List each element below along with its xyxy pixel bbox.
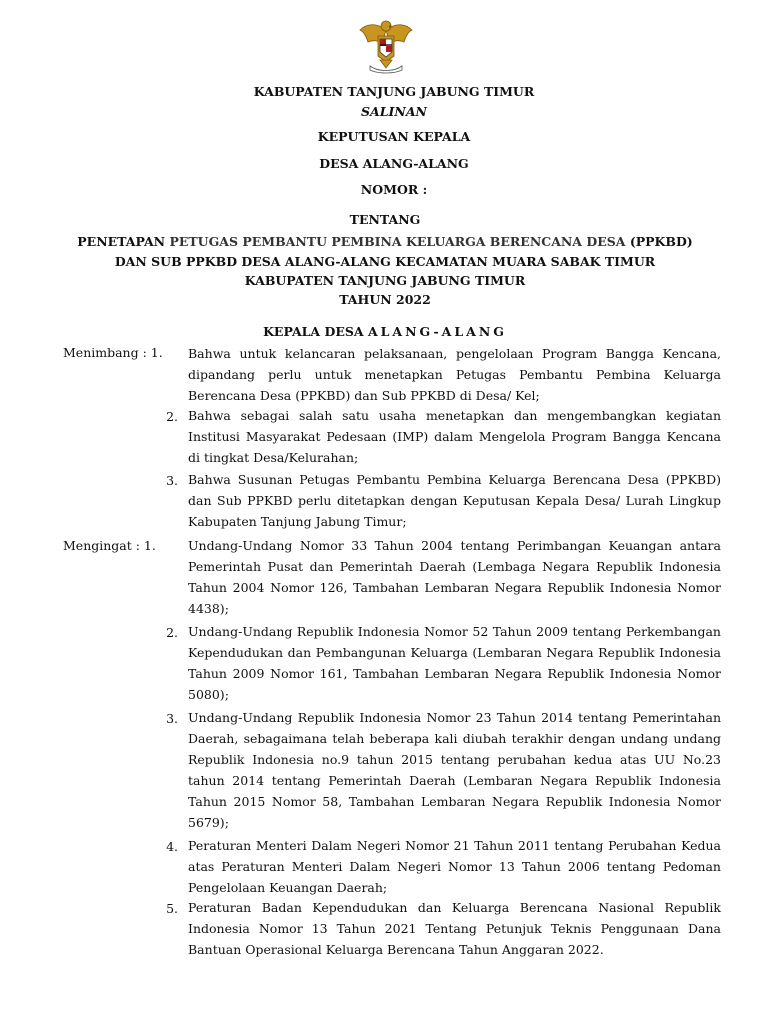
menimbang-num-2: 2. (166, 409, 178, 424)
menimbang-item-1: Bahwa untuk kelancaran pelaksanaan, pengelolaan Program Bangga Kencana, dipandang perlu untuk menetapkan Petugas Pembantu Pembina Keluarga Berencana Desa (PPKBD) dan Sub PPKBD di Desa/ Kel; (188, 346, 721, 403)
mengingat-num-4: 4. (166, 839, 178, 854)
menimbang-label: Menimbang : 1. (63, 345, 163, 360)
menimbang-num-3: 3. (166, 473, 178, 488)
mengingat-label: Mengingat : 1. (63, 538, 156, 553)
title-line-2: DAN SUB PPKBD DESA ALANG-ALANG KECAMATAN MUARA SABAK TIMUR (114, 254, 656, 269)
mengingat-num-3: 3. (166, 711, 178, 726)
tentang-label: TENTANG (349, 212, 421, 227)
kepala-prefix: KEPALA DESA (263, 324, 368, 339)
kepala-village: ALANG-ALANG (367, 324, 507, 339)
mengingat-item-5: Peraturan Badan Kependudukan dan Keluarga Berencana Nasional Republik Indonesia Nomor 13 Tahun 2021 Tentang Petunjuk Teknis Penggunaan Dana Bantuan Operasional Keluarga Berencana Tahun Anggaran 2022. (188, 900, 721, 957)
title-line-3: KABUPATEN TANJUNG JABUNG TIMUR (244, 273, 526, 288)
mengingat-num-2: 2. (166, 625, 178, 640)
menimbang-item-2: Bahwa sebagai salah satu usaha menetapkan dan mengembangkan kegiatan Institusi Masyarakat Pedesaan (IMP) dalam Mengelola Program Bangga Kencana di tingkat Desa/Kelurahan; (188, 408, 721, 465)
title-line-1-a: PENETAPAN (77, 234, 170, 249)
decree-heading: KEPUTUSAN KEPALA (317, 129, 471, 144)
title-line-1 (0, 234, 768, 249)
title-line-4: TAHUN 2022 (339, 292, 431, 307)
mengingat-num-5: 5. (166, 901, 178, 916)
salinan-label: SALINAN (361, 104, 427, 119)
garuda-emblem-icon (358, 16, 414, 74)
title-line-1-b: PETUGAS PEMBANTU PEMBINA KELUARGA BERENCANA DESA (169, 234, 626, 249)
decree-number: NOMOR : (360, 182, 428, 197)
mengingat-item-4: Peraturan Menteri Dalam Negeri Nomor 21 Tahun 2011 tentang Perubahan Kedua atas Peraturan Menteri Dalam Negeri Nomor 13 Tahun 2006 tentang Pedoman Pengelolaan Keuangan Daerah; (188, 838, 721, 895)
mengingat-item-3: Undang-Undang Republik Indonesia Nomor 23 Tahun 2014 tentang Pemerintahan Daerah, sebagaimana telah beberapa kali diubah terakhir dengan undang undang Republik Indonesia no.9 tahun 2015 tentang perubahan kedua atas UU No.23 tahun 2014 tentang Pemerintah Daerah (Lembaran Negara Republik Indonesia Tahun 2015 Nomor 58, Tambahan Lembaran Negara Republik Indonesia Nomor 5679); (188, 710, 721, 830)
mengingat-item-1: Undang-Undang Nomor 33 Tahun 2004 tentang Perimbangan Keuangan antara Pemerintah Pusat dan Pemerintah Daerah (Lembaga Negara Republik Indonesia Tahun 2004 Nomor 126, Tambahan Lembaran Negara Republik Indonesia Nomor 4438); (188, 538, 721, 616)
regency-name: KABUPATEN TANJUNG JABUNG TIMUR (253, 84, 535, 99)
title-line-1-c: (PPKBD) (625, 234, 693, 249)
kepala-desa-heading (0, 324, 768, 339)
menimbang-item-3: Bahwa Susunan Petugas Pembantu Pembina Keluarga Berencana Desa (PPKBD) dan Sub PPKBD perlu ditetapkan dengan Keputusan Kepala Desa/ Lurah Lingkup Kabupaten Tanjung Jabung Timur; (188, 472, 721, 529)
village-name: DESA ALANG-ALANG (319, 156, 469, 171)
mengingat-item-2: Undang-Undang Republik Indonesia Nomor 52 Tahun 2009 tentang Perkembangan Kependudukan dan Pembangunan Keluarga (Lembaran Negara Republik Indonesia Tahun 2009 Nomor 161, Tambahan Lembaran Negara Republik Indonesia Nomor 5080); (188, 624, 721, 702)
